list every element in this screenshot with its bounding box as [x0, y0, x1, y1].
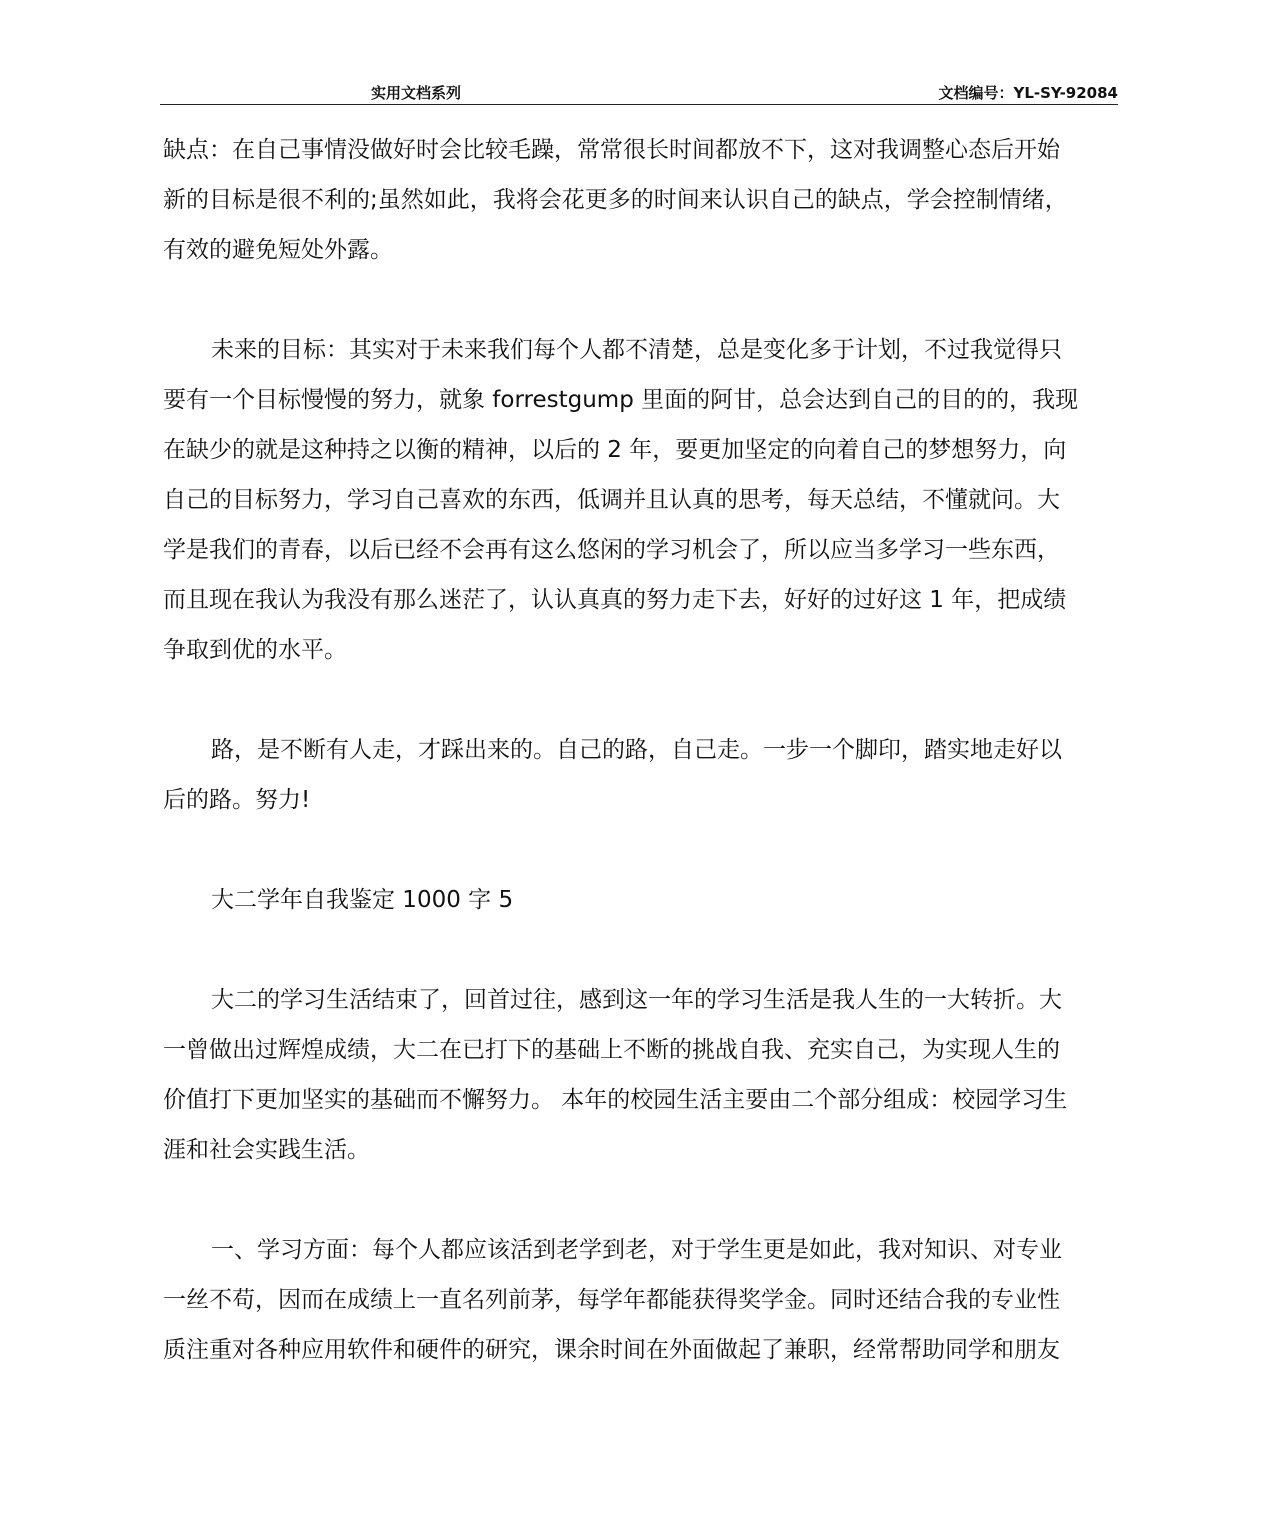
- page-header: [160, 78, 1118, 105]
- text-line: 缺点：在自己事情没做好时会比较毛躁，常常很长时间都放不下，这对我调整心态后开始: [163, 137, 1060, 163]
- text-line: 新的目标是很不利的;虽然如此，我将会花更多的时间来认识自己的缺点，学会控制情绪，: [163, 187, 1068, 213]
- paragraph-road: [163, 725, 1118, 825]
- text-line: 要有一个目标慢慢的努力，就象 forrestgump 里面的阿甘，总会达到自己的目的的，我现: [163, 387, 1079, 413]
- text-line: 一曾做出过辉煌成绩，大二在已打下的基础上不断的挑战自我、充实自己，为实现人生的: [163, 1037, 1060, 1063]
- document-body: [163, 125, 1118, 1375]
- text-line: 一、学习方面：每个人都应该活到老学到老，对于学生更是如此，我对知识、对专业: [211, 1237, 1062, 1263]
- text-line: 有效的避免短处外露。: [163, 237, 393, 263]
- paragraph-sophomore-summary: [163, 975, 1118, 1175]
- text-line: 自己的目标努力，学习自己喜欢的东西，低调并且认真的思考，每天总结，不懂就问。大: [163, 487, 1060, 513]
- paragraph-shortcomings: [163, 125, 1118, 275]
- text-line: 未来的目标：其实对于未来我们每个人都不清楚，总是变化多于计划，不过我觉得只: [211, 337, 1062, 363]
- section-title: [163, 875, 1118, 925]
- text-line: 学是我们的青春，以后已经不会再有这么悠闲的学习机会了，所以应当多学习一些东西，: [163, 537, 1060, 563]
- text-line: 争取到优的水平。: [163, 637, 347, 663]
- doc-number: 文档编号：YL-SY-92084: [938, 84, 1118, 102]
- text-line: 一丝不苟，因而在成绩上一直名列前茅，每学年都能获得奖学金。同时还结合我的专业性: [163, 1287, 1060, 1313]
- paragraph-study: [163, 1225, 1118, 1375]
- paragraph-future-goals: [163, 325, 1118, 675]
- text-line: 而且现在我认为我没有那么迷茫了，认认真真的努力走下去，好好的过好这 1 年，把成绩: [163, 587, 1067, 613]
- text-line: 涯和社会实践生活。: [163, 1137, 370, 1163]
- text-line: 价值打下更加坚实的基础而不懈努力。 本年的校园生活主要由二个部分组成：校园学习生: [163, 1087, 1068, 1113]
- text-line: 在缺少的就是这种持之以衡的精神，以后的 2 年，要更加坚定的向着自己的梦想努力，向: [163, 437, 1067, 463]
- text-line: 路，是不断有人走，才踩出来的。自己的路，自己走。一步一个脚印，踏实地走好以: [211, 737, 1062, 763]
- text-line: 大二的学习生活结束了，回首过往，感到这一年的学习生活是我人生的一大转折。大: [211, 987, 1062, 1013]
- series-label: 实用文档系列: [371, 84, 462, 102]
- text-line: 质注重对各种应用软件和硬件的研究，课余时间在外面做起了兼职，经常帮助同学和朋友: [163, 1337, 1060, 1363]
- section-heading: 大二学年自我鉴定 1000 字 5: [211, 887, 514, 913]
- text-line: 后的路。努力!: [163, 787, 311, 813]
